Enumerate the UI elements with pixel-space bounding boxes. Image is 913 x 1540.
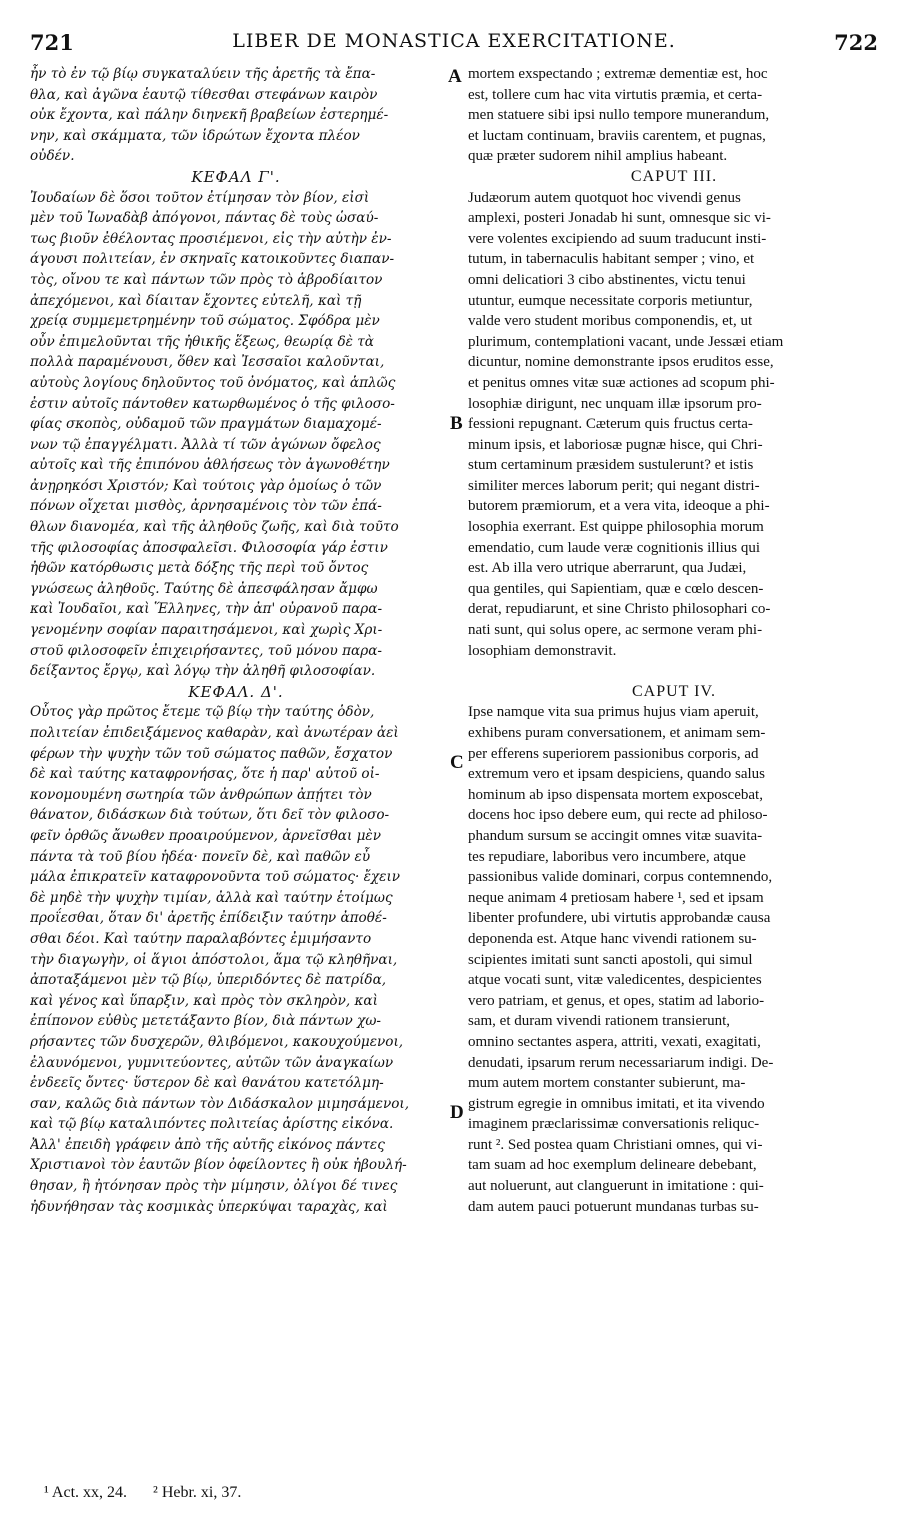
text-line: ἀπεχόμενοι, καὶ δίαιταν ἔχοντες εὐτελῆ, καὶ τῇ bbox=[30, 292, 362, 309]
text-line: ἐνδεεῖς ὄντες· ὕστερον δὲ καὶ θανάτου κατετόλμη- bbox=[30, 1075, 384, 1092]
text-line: amplexi, posteri Jonadab hi sunt, omnesque sic vi- bbox=[468, 210, 771, 227]
text-line: plurimum, contemplationi vacant, unde Jessæi etiam bbox=[468, 333, 784, 350]
greek-column bbox=[30, 64, 442, 1217]
page-number-right: 722 bbox=[834, 30, 878, 55]
text-line: tam suam ad hoc exemplum delineare debebant, bbox=[468, 1157, 757, 1174]
text-line: κονομουμένη σωτηρία τῶν ἀνθρώπων ἀπῄτει τὸν bbox=[30, 786, 372, 803]
text-line: πολλὰ παραμένουσι, ὅθεν καὶ Ἰεσσαῖοι καλοῦνται, bbox=[30, 354, 385, 371]
text-line: θάνατον, διδάσκων διὰ τούτων, ὅτι δεῖ τὸν φιλοσο- bbox=[30, 807, 390, 824]
text-line: similiter merces laborum perit; qui negant distri- bbox=[468, 477, 760, 494]
text-line: deponenda est. Atque hanc vivendi rationem su- bbox=[468, 930, 757, 947]
text-line: οὖν ἐπιμελοῦνται τῆς ἠθικῆς ἕξεως, θεωρίᾳ δὲ τὰ bbox=[30, 333, 374, 350]
margin-letter-b: B bbox=[450, 413, 463, 434]
text-line: Ἀλλ' ἐπειδὴ γράφειν ἀπὸ τῆς αὐτῆς εἰκόνος πάντες bbox=[30, 1136, 385, 1153]
text-line: θησαν, ἢ ἠτόνησαν πρὸς τὴν μίμησιν, ὀλίγοι δέ τινες bbox=[30, 1178, 398, 1195]
greek-paragraph-1 bbox=[30, 64, 442, 167]
text-line: stum certaminum præsidem sustulerunt? et istis bbox=[468, 457, 754, 474]
running-title: LIBER DE MONASTICA EXERCITATIONE. bbox=[232, 30, 676, 52]
text-line: καὶ Ἰουδαῖοι, καὶ Ἕλληνες, τὴν ἀπ' οὐρανοῦ παρα- bbox=[30, 601, 383, 618]
text-line: extremum vero et ipsam despiciens, quando salus bbox=[468, 766, 766, 783]
text-line: θλα, καὶ ἀγῶνα ἑαυτῷ τίθεσθαι στεφάνων καιρὸν bbox=[30, 86, 378, 103]
text-line: est. Ab illa vero utrique aberrarunt, qua Judæi, bbox=[468, 560, 747, 577]
text-line: τὴν διαγωγὴν, οἱ ἅγιοι ἀπόστολοι, ἅμα τῷ κληθῆναι, bbox=[30, 951, 398, 968]
text-line: πάντα τὰ τοῦ βίου ἡδέα· πονεῖν δὲ, καὶ παθῶν εὖ bbox=[30, 848, 371, 865]
text-line: emendatio, cum laude veræ cognitionis illius qui bbox=[468, 539, 761, 556]
text-line: neque animam 4 pretiosam habere ¹, sed et ipsam bbox=[468, 889, 764, 906]
text-line: τως βιοῦν ἐθέλοντας προσιέμενοι, εἰς τὴν αὐτὴν ἐν- bbox=[30, 230, 392, 247]
text-line: τὸς, οἴνου τε καὶ πάντων τῶν πρὸς τὸ ἁβροδίαιτον bbox=[30, 271, 383, 288]
footnotes bbox=[44, 1484, 263, 1502]
latin-heading-chapter-4: CAPUT IV. bbox=[632, 682, 716, 700]
page-header bbox=[30, 30, 878, 60]
margin-letter-a: A bbox=[448, 66, 462, 87]
text-line: losophia exerrant. Est quippe philosophia morum bbox=[468, 519, 764, 536]
text-line: οὐκ ἔχοντα, καὶ πάλην διηνεκῆ βραβείων ἐστερημέ- bbox=[30, 107, 389, 124]
text-line: προΐεσθαι, ὅταν δι' ἀρετῆς ἐπίδειξιν ταύτην ἀποθέ- bbox=[30, 910, 387, 927]
text-line: οὐδέν. bbox=[30, 148, 75, 165]
text-line: tutum, in tabernaculis habitant semper ; vino, et bbox=[468, 251, 755, 268]
margin-letter-c: C bbox=[450, 752, 464, 773]
text-line: φεῖν ὀρθῶς ἄνωθεν προαιρούμενον, ἀρνεῖσθαι μὲν bbox=[30, 827, 381, 844]
text-line: Οὗτος γὰρ πρῶτος ἔτεμε τῷ βίῳ τὴν ταύτης ὁδὸν, bbox=[30, 704, 375, 721]
text-line: passionibus valide dominari, corpus contemnendo, bbox=[468, 869, 773, 886]
text-line: θλων διανομέα, καὶ τῆς ἀληθοῦς ζωῆς, καὶ διὰ τοῦτο bbox=[30, 519, 399, 536]
text-line: μάλα ἐπικρατεῖν καταφρονοῦντα τοῦ σώματος· ἔχειν bbox=[30, 869, 401, 886]
text-line: αὐτοὺς λογίους δηλοῦντος τοῦ ὀνόματος, καὶ ἁπλῶς bbox=[30, 374, 396, 391]
text-line: losophiæ dirigunt, nec unquam illæ ipsorum pro- bbox=[468, 395, 762, 412]
text-line: atque vocati sunt, vitæ valedicentes, despicientes bbox=[468, 972, 762, 989]
text-line: nati sunt, qui solus opere, ac sermone veram phi- bbox=[468, 622, 763, 639]
text-line: vere volentes excipiendo ad suum traducunt insti- bbox=[468, 230, 767, 247]
text-line: πόνων οἴχεται μισθὸς, ἀρνησαμένοις τὸν τῶν ἐπά- bbox=[30, 498, 382, 515]
text-line: et luctam continuam, braviis carentem, et pugnas, bbox=[468, 127, 766, 144]
text-line: σαν, καλῶς διὰ πάντων τὸν Διδάσκαλον μιμησάμενοι, bbox=[30, 1095, 410, 1112]
text-line: ἐστιν αὐτοῖς πάντοθεν κατωρθωμένος ὁ τῆς φιλοσο- bbox=[30, 395, 395, 412]
text-line: ἀποταξάμενοι μὲν τῷ βίῳ, ὑπεριδόντες δὲ πατρίδα, bbox=[30, 972, 387, 989]
text-line: mum autem mortem constanter subierunt, ma- bbox=[468, 1075, 746, 1092]
margin-letter-d: D bbox=[450, 1102, 464, 1123]
text-line: ἠδυνήθησαν τὰς κοσμικὰς ὑπερκύψαι ταραχὰς, καὶ bbox=[30, 1198, 388, 1215]
page-number-left: 721 bbox=[30, 30, 74, 55]
text-line: omnino sectantes aspera, attriti, vexati, exagitati, bbox=[468, 1033, 761, 1050]
text-line: phandum sursum se accingit omnes vitæ suavita- bbox=[468, 827, 763, 844]
text-line: tes repudiare, laboribus vero incumbere, atque bbox=[468, 848, 746, 865]
text-line: qua gentiles, qui Sapientiam, quæ e cœlo descen- bbox=[468, 580, 764, 597]
text-line: denudati, ipsarum rerum necessariarum indigi. De- bbox=[468, 1054, 774, 1071]
spacer bbox=[468, 661, 880, 682]
text-line: αὐτοῖς καὶ τῆς ἐπιπόνου ἀθλήσεως τὸν ἀγωνοθέτην bbox=[30, 457, 390, 474]
text-line: fessioni repugnant. Cæterum quis fructus certa- bbox=[468, 416, 753, 433]
text-line: καὶ τῷ βίῳ καταλιπόντες πολιτείας ἀρίστης εἰκόνα. bbox=[30, 1116, 394, 1133]
text-line: mortem exspectando ; extremæ dementiæ est, hoc bbox=[468, 66, 768, 82]
text-line: derat, repudiarunt, et sine Christo philosophari co- bbox=[468, 601, 771, 618]
text-line: vero patriam, et genus, et opes, statim ad laborio- bbox=[468, 992, 765, 1009]
latin-heading-chapter-3: CAPUT III. bbox=[630, 167, 718, 185]
latin-paragraph-3 bbox=[468, 702, 880, 1217]
text-line: losophiam demonstravit. bbox=[468, 642, 617, 659]
text-line: scipientes imitati sunt sancti apostoli, qui simul bbox=[468, 951, 753, 968]
text-line: sam, et duram vivendi rationem transierunt, bbox=[468, 1013, 731, 1030]
greek-paragraph-3 bbox=[30, 702, 442, 1217]
text-line: στοῦ φιλοσοφεῖν ἐπιχειρήσαντες, τοῦ μόνου παρα- bbox=[30, 642, 382, 659]
text-line: dicuntur, nomine demonstrante ipsos eruditos esse, bbox=[468, 354, 774, 371]
text-line: per efferens superiorem passionibus corporis, ad bbox=[468, 745, 759, 762]
text-line: quæ præter sudorem nihil amplius habeant. bbox=[468, 148, 728, 165]
text-line: νων τῷ ἐπαγγέλματι. Ἀλλὰ τί τῶν ἀγώνων ὄφελος bbox=[30, 436, 381, 453]
text-line: et penitus omnes vitæ suæ actiones ad scopum phi- bbox=[468, 374, 775, 391]
text-line: exhibens puram conversationem, et animam sem- bbox=[468, 725, 766, 741]
text-line: docens hoc ipso debere eum, qui recte ad philoso- bbox=[468, 807, 768, 824]
text-line: minum ipsis, et laboriosæ pugnæ hisce, qui Chri- bbox=[468, 436, 763, 453]
greek-heading-chapter-4: ΚΕΦΑΛ. Δ'. bbox=[188, 682, 284, 701]
greek-paragraph-2 bbox=[30, 188, 442, 682]
latin-paragraph-2 bbox=[468, 188, 880, 662]
text-line: ἠθῶν κατόρθωσις μετὰ δόξης τῆς περὶ τοῦ ὄντος bbox=[30, 560, 369, 577]
text-line: φίας σκοπὸς, οὐδαμοῦ τῶν πραγμάτων διαμαχομέ- bbox=[30, 416, 382, 433]
text-line: ἀνῃρηκόσι Χριστόν; Καὶ τούτοις γὰρ ὁμοίως ὁ τῶν bbox=[30, 477, 382, 494]
text-line: χρείᾳ συμμεμετρημένην τοῦ σώματος. Σφόδρα μὲν bbox=[30, 313, 380, 330]
text-line: Χριστιανοὶ τὸν ἑαυτῶν βίον ὀφείλοντες ἢ οὐκ ἠβουλή- bbox=[30, 1157, 407, 1174]
text-line: νην, καὶ σκάμματα, τῶν ἱδρώτων ἔχοντα πλέον bbox=[30, 127, 360, 144]
text-line: γενομένην σοφίαν παραιτησάμενοι, καὶ χωρὶς Χρι- bbox=[30, 622, 383, 639]
text-line: δείξαντος ἔργῳ, καὶ λόγῳ τὴν ἀληθῆ φιλοσοφίαν. bbox=[30, 663, 376, 680]
text-line: Ἰουδαίων δὲ ὅσοι τοῦτον ἐτίμησαν τὸν βίον, εἰσὶ bbox=[30, 189, 370, 206]
text-line: dam autem pauci potuerunt mundanas turbas su- bbox=[468, 1198, 759, 1215]
text-line: ἦν τὸ ἐν τῷ βίῳ συγκαταλύειν τῆς ἀρετῆς τὰ ἔπα- bbox=[30, 66, 376, 82]
latin-paragraph-1 bbox=[468, 64, 880, 167]
greek-heading-chapter-3: ΚΕΦΑΛ Γ'. bbox=[191, 167, 281, 186]
text-line: ἐλαυνόμενοι, γυμνιτεύοντες, αὐτῶν τῶν ἀναγκαίων bbox=[30, 1054, 394, 1071]
text-line: libenter profundere, ubi virtutis approbandæ causa bbox=[468, 910, 771, 927]
text-line: γνώσεως ἀληθοῦς. Ταύτης δὲ ἀπεσφάλησαν ἄμφω bbox=[30, 580, 378, 597]
latin-column bbox=[468, 64, 880, 1217]
text-line: μὲν τοῦ Ἰωναδὰβ ἀπόγονοι, πάντας δὲ τοὺς ὡσαύ- bbox=[30, 210, 379, 227]
text-line: καὶ γένος καὶ ὕπαρξιν, καὶ πρὸς τὸν σκληρὸν, καὶ bbox=[30, 992, 378, 1009]
text-line: valde vero student moribus componendis, et, ut bbox=[468, 313, 753, 330]
footnote-2: ² Hebr. xi, 37. bbox=[153, 1484, 242, 1501]
text-line: est, tollere cum hac vita virtutis præmia, et certa- bbox=[468, 86, 763, 103]
text-line: men statuere sibi ipsi nullo tempore munerandum, bbox=[468, 107, 770, 124]
text-line: δὲ καὶ ταύτης καταφρονήσας, ὅτε ἡ παρ' αὐτοῦ οἰ- bbox=[30, 766, 380, 783]
text-line: gistrum egregie in omnibus imitati, et ita vivendo bbox=[468, 1095, 765, 1112]
text-line: φέρων τὴν ψυχὴν τῶν τοῦ σώματος παθῶν, ἔσχατον bbox=[30, 745, 393, 762]
text-line: aut noluerunt, aut clanguerunt in imitatione : qui- bbox=[468, 1178, 764, 1195]
text-line: πολιτείαν ἐπιδειξάμενος καθαρὰν, καὶ ἀνωτέραν ἀεὶ bbox=[30, 725, 399, 741]
text-line: utuntur, eumque necessitate corporis metiuntur, bbox=[468, 292, 753, 309]
text-line: Judæorum autem quotquot hoc vivendi genus bbox=[468, 189, 741, 206]
text-line: δὲ μηδὲ τὴν ψυχὴν τιμίαν, ἀλλὰ καὶ ταύτην ἑτοίμως bbox=[30, 889, 393, 906]
text-line: ἐπίπονον εὐθὺς μετετάξαντο βίον, διὰ πάντων χω- bbox=[30, 1013, 382, 1030]
text-line: runt ². Sed postea quam Christiani omnes, qui vi- bbox=[468, 1136, 763, 1153]
text-line: Ipse namque vita sua primus hujus viam aperuit, bbox=[468, 704, 759, 721]
text-line: τῆς φιλοσοφίας ἀποσφαλεῖσι. Φιλοσοφία γάρ ἐστιν bbox=[30, 539, 388, 556]
footnote-1: ¹ Act. xx, 24. bbox=[44, 1484, 128, 1501]
text-line: butorem præmiorum, et a vera vita, ideoque a phi- bbox=[468, 498, 770, 515]
text-line: σθαι δέοι. Καὶ ταύτην παραλαβόντες ἐμιμήσαντο bbox=[30, 930, 372, 947]
text-line: ρήσαντες τῶν δυσχερῶν, θλιβόμενοι, κακουχούμενοι, bbox=[30, 1033, 404, 1050]
text-line: hominum ab ipso dispensata mortem exposcebat, bbox=[468, 786, 763, 803]
text-line: imaginem præclarissimæ conversationis reliquc- bbox=[468, 1116, 760, 1133]
text-line: omni delicatiori 3 cibo abstinentes, victu tenui bbox=[468, 271, 746, 288]
text-line: άγουσι πολιτείαν, ἐν σκηναῖς κατοικοῦντες διαπαν- bbox=[30, 251, 395, 268]
